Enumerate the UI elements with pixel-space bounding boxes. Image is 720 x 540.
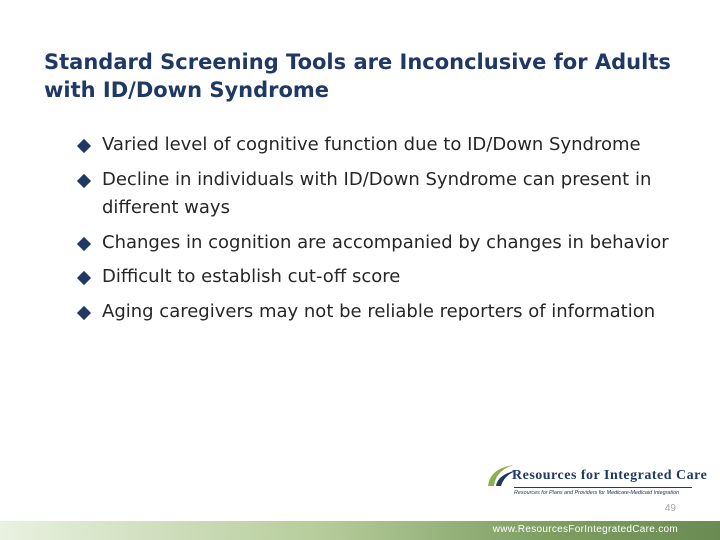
bullet-text: Decline in individuals with ID/Down Syndrome can present in different ways [102, 168, 652, 218]
diamond-bullet-icon [77, 305, 91, 319]
bullet-item [78, 166, 678, 223]
bullet-item [78, 263, 678, 292]
page-number: 49 [664, 503, 676, 514]
logo-main-text: Resources for Integrated Care [512, 468, 708, 483]
bullet-text: Aging caregivers may not be reliable reporters of information [102, 300, 656, 322]
diamond-bullet-icon [77, 271, 91, 285]
footer-bar [0, 521, 720, 540]
bullet-text: Changes in cognition are accompanied by changes in behavior [102, 231, 669, 253]
logo-tagline: Resources for Plans and Providers for Medicare-Medicaid Integration [514, 487, 692, 496]
diamond-bullet-icon [77, 173, 91, 187]
bullet-item [78, 298, 678, 327]
bullet-item [78, 229, 678, 258]
footer-url[interactable]: www.ResourcesForIntegratedCare.com [492, 524, 678, 535]
logo [484, 462, 708, 502]
diamond-bullet-icon [77, 139, 91, 153]
bullet-text: Difficult to establish cut-off score [102, 266, 401, 287]
bullet-text: Varied level of cognitive function due to ID/Down Syndrome [102, 134, 641, 155]
slide-title: Standard Screening Tools are Inconclusive for Adults with ID/Down Syndrome [44, 50, 671, 102]
bullet-list [78, 131, 678, 332]
bullet-item [78, 131, 678, 160]
diamond-bullet-icon [77, 236, 91, 250]
